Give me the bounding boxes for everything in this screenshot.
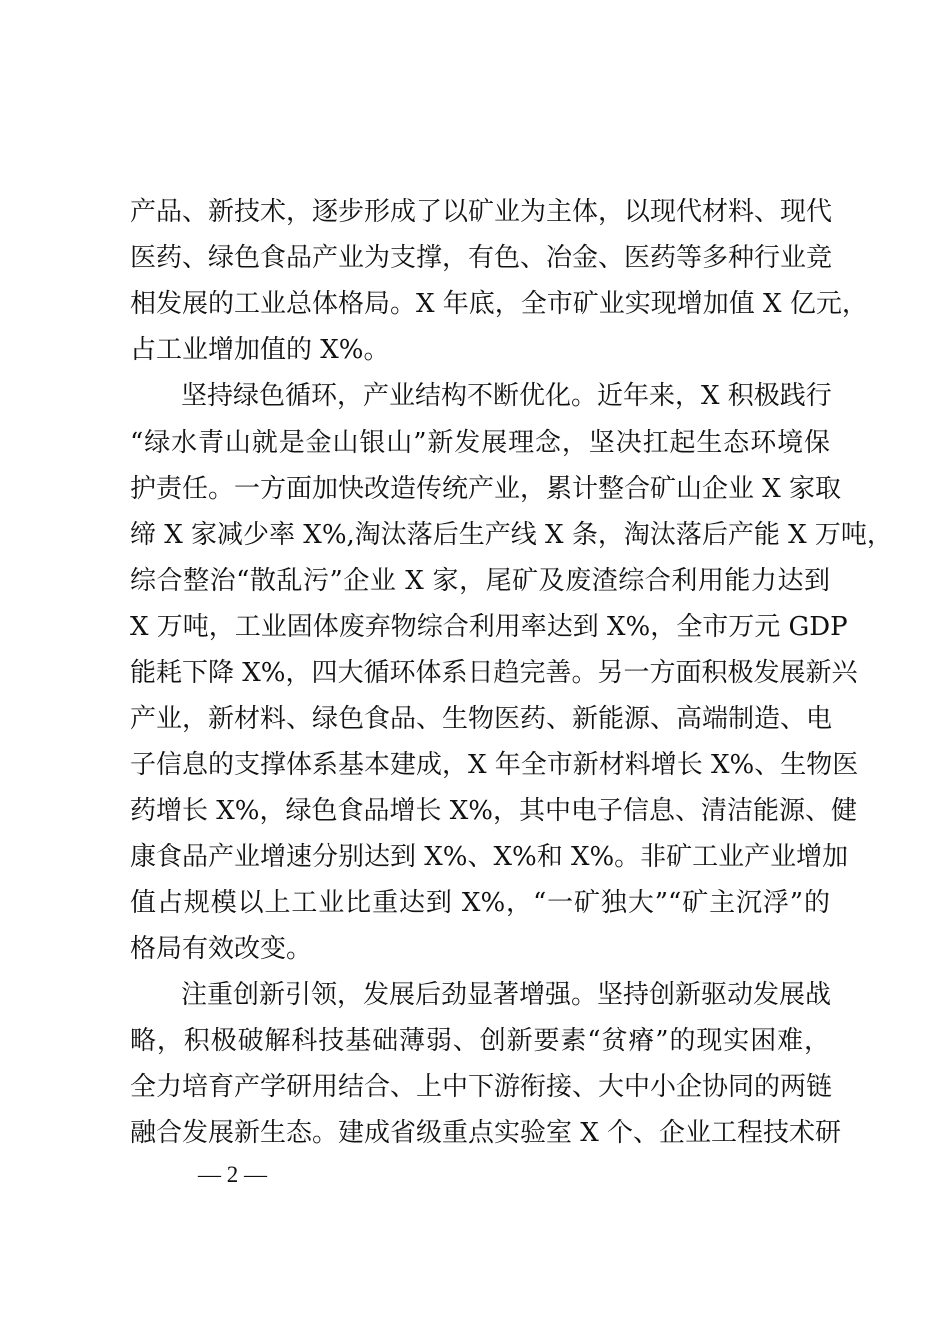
text-line: 能耗下降 X%，四大循环体系日趋完善。另一方面积极发展新兴 <box>130 658 858 688</box>
text-line: 值占规模以上工业比重达到 X%，“一矿独大”“矿主沉浮”的 <box>130 888 830 918</box>
text-line: 康食品产业增速分别达到 X%、X%和 X%。非矿工业产业增加 <box>130 842 849 872</box>
text-line: X 万吨，工业固体废弃物综合利用率达到 X%，全市万元 GDP <box>130 612 848 642</box>
text-line: 护责任。一方面加快改造传统产业，累计整合矿山企业 X 家取 <box>130 474 842 504</box>
text-line: 产品、新技术，逐步形成了以矿业为主体，以现代材料、现代 <box>130 197 833 227</box>
text-line: 药增长 X%，绿色食品增长 X%，其中电子信息、清洁能源、健 <box>130 796 857 826</box>
text-line: 产业，新材料、绿色食品、生物医药、新能源、高端制造、电 <box>130 704 833 734</box>
text-line: 缔 X 家减少率 X%,淘汰落后生产线 X 条，淘汰落后产能 X 万吨， <box>130 520 893 550</box>
text-line: 融合发展新生态。建成省级重点实验室 X 个、企业工程技术研 <box>130 1118 842 1148</box>
text-line: 占工业增加值的 X%。 <box>130 335 390 365</box>
text-line: “绿水青山就是金山银山”新发展理念，坚决扛起生态环境保 <box>130 428 830 458</box>
text-line: 格局有效改变。 <box>130 934 313 964</box>
text-line: 医药、绿色食品产业为支撑，有色、冶金、医药等多种行业竞 <box>130 243 833 273</box>
text-line: 相发展的工业总体格局。X 年底，全市矿业实现增加值 X 亿元， <box>130 289 868 319</box>
page-number: — 2 — <box>198 1162 267 1187</box>
text-line: 略，积极破解科技基础薄弱、创新要素“贫瘠”的现实困难， <box>130 1026 830 1056</box>
text-line: 坚持绿色循环，产业结构不断优化。近年来，X 积极践行 <box>181 381 832 411</box>
text-line: 子信息的支撑体系基本建成，X 年全市新材料增长 X%、生物医 <box>130 750 859 780</box>
text-line: 全力培育产学研用结合、上中下游衔接、大中小企协同的两链 <box>130 1072 833 1102</box>
text-line: 综合整治“散乱污”企业 X 家，尾矿及废渣综合利用能力达到 <box>130 566 830 596</box>
text-line: 注重创新引领，发展后劲显著增强。坚持创新驱动发展战 <box>181 980 832 1010</box>
